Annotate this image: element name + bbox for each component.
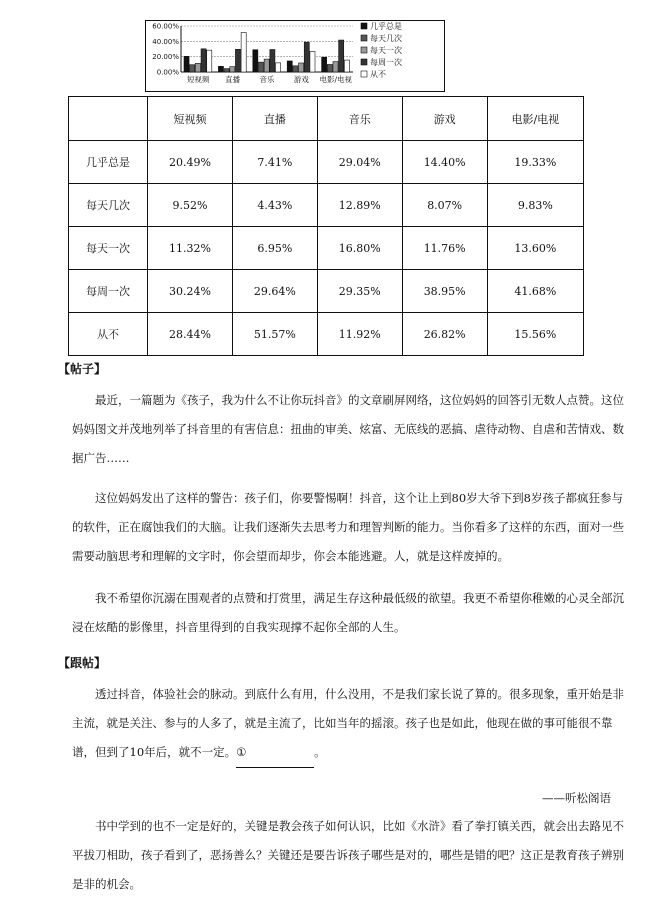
- bar: [190, 65, 195, 72]
- reply-paragraph-1-end: 。: [314, 745, 326, 759]
- chart-svg: [145, 20, 445, 92]
- bar: [230, 67, 235, 72]
- reply-heading: 【跟帖】: [58, 656, 107, 670]
- table-cell: 51.57%: [232, 313, 317, 356]
- post-paragraph-2: 这位妈妈发出了这样的警告：孩子们，你要警惕啊！抖音，这个让上到80岁大爷下到8岁孩子都疯狂参与的软件，正在腐蚀我们的大脑。让我们逐渐失去思考力和理智判断的能力。当你看多了这样的东西，面对一些需要动脑思考和理解的文字时，你会望而却步，你会本能逃避。人，就是这样废掉的。: [72, 491, 624, 563]
- bar: [195, 63, 200, 72]
- post-paragraph-1: 最近，一篇题为《孩子，我为什么不让你玩抖音》的文章刷屏网络，这位妈妈的回答引无数人点赞。这位妈妈图文并茂地列举了抖音里的有害信息：扭曲的审美、炫富、无底线的恶搞、虐待动物、自虐和苦情戏、数据广告……: [72, 393, 624, 465]
- row-label: 从不: [69, 313, 148, 356]
- row-label: 几乎总是: [69, 141, 148, 184]
- x-tick-label: 直播: [225, 75, 241, 84]
- bar: [264, 59, 269, 72]
- table-cell: 14.40%: [402, 141, 487, 184]
- post-heading: 【帖子】: [58, 362, 107, 376]
- legend-swatch: [361, 47, 367, 53]
- bar: [287, 61, 292, 72]
- table-cell: 11.76%: [402, 227, 487, 270]
- bar: [299, 63, 304, 72]
- y-tick-label: 20.00%: [152, 53, 179, 62]
- bar: [333, 62, 338, 72]
- x-tick-label: 短视频: [186, 75, 210, 84]
- legend-label: 每天几次: [370, 34, 402, 43]
- bar: [270, 49, 275, 72]
- table-cell: 6.95%: [232, 227, 317, 270]
- table-cell: 9.83%: [487, 184, 583, 227]
- bar: [224, 69, 229, 72]
- bar: [310, 51, 315, 72]
- table-cell: 38.95%: [402, 270, 487, 313]
- legend-label: 每周一次: [370, 58, 402, 67]
- table-row: [69, 184, 584, 227]
- table-cell: 30.24%: [148, 270, 233, 313]
- legend-swatch: [361, 35, 367, 41]
- table-cell: 15.56%: [487, 313, 583, 356]
- table-cell: 9.52%: [148, 184, 233, 227]
- survey-table: [68, 96, 584, 356]
- table-header-cell: 音乐: [317, 97, 402, 141]
- table-cell: 20.49%: [148, 141, 233, 184]
- post-paragraph-3: 我不希望你沉溺在围观者的点赞和打赏里，满足生存这种最低级的欲望。我更不希望你稚嫩的心灵全部沉浸在炫酷的影像里，抖音里得到的自我实现撑不起你全部的人生。: [72, 591, 624, 634]
- row-label: 每天一次: [69, 227, 148, 270]
- legend-label: 几乎总是: [370, 22, 402, 31]
- table-cell: 11.32%: [148, 227, 233, 270]
- table-row: [69, 313, 584, 356]
- bar: [276, 63, 281, 72]
- table-cell: 26.82%: [402, 313, 487, 356]
- legend-label: 每天一次: [370, 46, 402, 55]
- y-tick-label: 40.00%: [152, 37, 179, 46]
- table-cell: 11.92%: [317, 313, 402, 356]
- bar: [293, 66, 298, 72]
- table-header-corner: [69, 97, 148, 141]
- table-cell: 8.07%: [402, 184, 487, 227]
- table-header-cell: 游戏: [402, 97, 487, 141]
- y-tick-label: 0.00%: [156, 68, 179, 77]
- row-label: 每周一次: [69, 270, 148, 313]
- legend-swatch: [361, 71, 367, 77]
- table-cell: 41.68%: [487, 270, 583, 313]
- bar: [241, 32, 246, 72]
- table-cell: 29.64%: [232, 270, 317, 313]
- row-label: 每天几次: [69, 184, 148, 227]
- table-cell: 19.33%: [487, 141, 583, 184]
- table-cell: 7.41%: [232, 141, 317, 184]
- x-tick-label: 游戏: [293, 75, 309, 84]
- bar: [304, 42, 309, 72]
- bar: [201, 49, 206, 72]
- bar: [344, 60, 349, 72]
- reply-paragraph-2: 书中学到的也不一定是好的，关键是教会孩子如何认识，比如《水浒》看了拳打镇关西，就会出去路见不平拔刀相助，孩子看到了，恶扬善么？关键还是要告诉孩子哪些是对的，哪些是错的吧？这正是教育孩子辨别是非的机会。: [72, 819, 624, 891]
- legend-label: 从不: [370, 70, 386, 79]
- legend-swatch: [361, 23, 367, 29]
- table-cell: 13.60%: [487, 227, 583, 270]
- table-cell: 28.44%: [148, 313, 233, 356]
- table-row: [69, 227, 584, 270]
- bar: [235, 49, 240, 72]
- y-tick-label: 60.00%: [152, 22, 179, 31]
- x-tick-label: 电影/电视: [319, 75, 353, 84]
- table-row: [69, 141, 584, 184]
- bar: [253, 50, 258, 72]
- table-row: [69, 270, 584, 313]
- table-header-row: [69, 97, 584, 141]
- reply-paragraph-1-text: 透过抖音，体验社会的脉动。到底什么有用，什么没用，不是我们家长说了算的。很多现象，重开始是非主流，就是关注、参与的人多了，就是主流了，比如当年的摇滚。孩子也是如此，他现在做的事可能很不靠谱，但到了10年后，就不一定。: [72, 687, 624, 759]
- bar: [258, 62, 263, 72]
- bar: [207, 50, 212, 72]
- reply-paragraph-1: [72, 680, 632, 768]
- table-header-cell: 直播: [232, 97, 317, 141]
- table-cell: 12.89%: [317, 184, 402, 227]
- bar: [339, 40, 344, 72]
- table-header-cell: 短视频: [148, 97, 233, 141]
- fill-in-blank: ①: [236, 738, 314, 768]
- bar-chart: [145, 20, 445, 92]
- table-cell: 4.43%: [232, 184, 317, 227]
- x-tick-label: 音乐: [259, 75, 275, 84]
- bar: [184, 56, 189, 72]
- table-cell: 29.35%: [317, 270, 402, 313]
- bar: [327, 64, 332, 72]
- bar: [218, 66, 223, 72]
- legend-swatch: [361, 59, 367, 65]
- table-header-cell: 电影/电视: [487, 97, 583, 141]
- table-cell: 29.04%: [317, 141, 402, 184]
- table-cell: 16.80%: [317, 227, 402, 270]
- reply-author: ——听松阁语: [542, 791, 611, 805]
- bar: [322, 57, 327, 72]
